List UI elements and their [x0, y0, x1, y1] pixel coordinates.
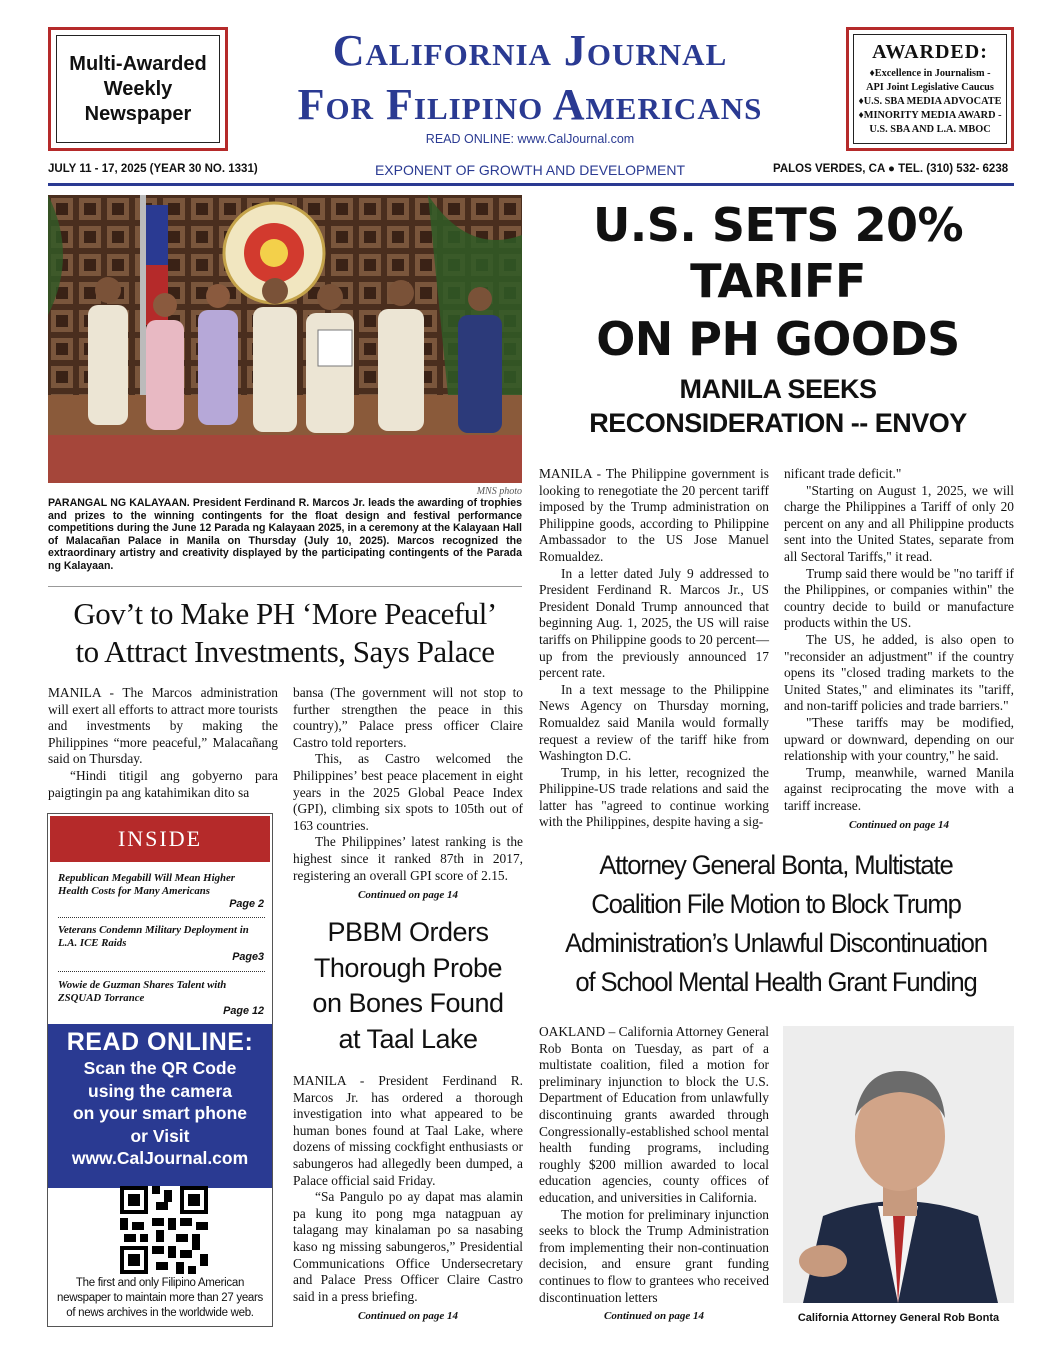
bones-headline-line: on Bones Found	[312, 988, 504, 1018]
paragraph: Trump, in his letter, recognized the Philippine-US trade relations and said the latter has "agreed to continue working with the Philippines, despite having a sig-	[539, 764, 769, 830]
inside-title: INSIDE	[50, 816, 270, 862]
award-line: ♦U.S. SBA MEDIA ADVOCATE	[858, 96, 1002, 107]
paragraph: “Sa Pangulo po ay dapat mas alamin pa kung ito pong mga natagpuan ay talagang may kinalaman po sa nasabing kaso ng missing sabungeros,” Presidential Communications Office Undersecretary and Palace Press Officer Claire Castro said in a press briefing.	[293, 1189, 523, 1304]
paragraph: "Starting on August 1, 2025, we will charge the Philippines a Tariff of only 20 percent on any and all Philippine products sent into the United States, separate from all Sectoral Tariffs," it read.	[784, 482, 1014, 564]
read-online-line: using the camera	[88, 1080, 232, 1101]
continued-link[interactable]: Continued on page 14	[358, 889, 458, 902]
award-line: ♦MINORITY MEDIA AWARD -	[858, 110, 1002, 121]
inside-item-title[interactable]: Wowie de Guzman Shares Talent with ZSQUAD Torrance	[58, 979, 227, 1004]
read-online-box[interactable]	[48, 1024, 272, 1188]
read-online-link[interactable]: READ ONLINE: www.CalJournal.com	[425, 132, 635, 146]
tariff-column-1	[539, 466, 769, 831]
bonta-photo-caption: California Attorney General Rob Bonta	[797, 1312, 1000, 1324]
motto: EXPONENT OF GROWTH AND DEVELOPMENT	[374, 162, 686, 178]
paragraph: This, as Castro welcomed the Philippines’ best peace placement in eight years in the 2025 Global Peace Index (GPI), climbing six spots to 105th out of 163 countries.	[293, 751, 523, 833]
tariff-headline-line: ON PH GOODS	[596, 312, 960, 366]
location-phone: PALOS VERDES, CA ● TEL. (310) 532- 6238	[773, 163, 1009, 175]
left-box-line: Newspaper	[84, 102, 192, 125]
tariff-headline-line: TARIFF	[690, 254, 866, 308]
inside-item-page: Page3	[232, 951, 264, 963]
paragraph: In a text message to the Philippine News Agency on Thursday morning, Romualdez said Manila would formally request a review of the tariff hike from Washington D.C.	[539, 681, 769, 764]
qr-code-icon[interactable]	[120, 1186, 208, 1274]
paragraph: The motion for preliminary injunction seeks to block the Trump Administration from implementing their non-continuation decision, and ensure grant funding continues to flow to grantees who received discontinuation letters	[539, 1206, 769, 1305]
peace-headline-line: to Attract Investments, Says Palace	[75, 634, 495, 669]
bones-column	[293, 1073, 523, 1325]
masthead-rule	[48, 183, 1014, 186]
paragraph: Trump, meanwhile, warned Manila against reciprocating the move with a tariff increase.	[784, 764, 1014, 813]
tariff-headline-line: U.S. SETS 20%	[592, 198, 964, 252]
awards-box	[846, 27, 1014, 151]
peace-column-2	[293, 685, 523, 904]
divider	[58, 917, 265, 918]
read-online-line: or Visit	[130, 1125, 190, 1146]
inside-item-title[interactable]: Republican Megabill Will Mean Higher Health Costs for Many Americans	[58, 872, 235, 897]
multi-awarded-box	[48, 27, 228, 151]
inside-footer-text: The first and only Filipino American newspaper to maintain more than 27 years of news archives in the worldwide web.	[57, 1277, 263, 1319]
read-online-title: READ ONLINE:	[66, 1028, 254, 1056]
bones-headline-line: at Taal Lake	[338, 1024, 478, 1054]
tariff-subhead-line: RECONSIDERATION -- ENVOY	[589, 408, 967, 438]
paragraph: “Hindi titigil ang gobyerno para paigtingin pa ang katahimikan dito sa	[48, 767, 278, 800]
peace-headline-line: Gov’t to Make PH ‘More Peaceful’	[73, 596, 497, 631]
issue-dateline: JULY 11 - 17, 2025 (YEAR 30 NO. 1331)	[48, 163, 258, 175]
masthead-title-line2: For Filipino Americans	[297, 80, 763, 129]
paragraph: The US, he added, is also open to "reconsider an adjustment" if the country opens its "closed trading markets to the United States," and eliminates its "tariff, and non-tariff policies and trade barriers."	[784, 631, 1014, 714]
read-online-url[interactable]: www.CalJournal.com	[71, 1148, 249, 1168]
paragraph: "These tariffs may be modified, upward or downward, depending on our relationship with your country," he said.	[784, 714, 1014, 764]
divider	[58, 971, 265, 972]
bonta-headline-line: Attorney General Bonta, Multistate	[599, 850, 953, 880]
inside-box	[47, 813, 273, 1327]
photo-caption: PARANGAL NG KALAYAAN. President Ferdinand R. Marcos Jr. leads the awarding of trophies and prizes to the winning contingents for the float design and festival performance competitions during the June 12 Parada ng Kalayaan 2025, in a ceremony at the Kalayaan Hall of Malacañan Palace in Manila on Thursday (July 10, 2025). Marcos recognized the extraordinary artistry and creativity displayed by the participating contingents of the Parada ng Kalayaan.	[48, 497, 522, 572]
bonta-column	[539, 1024, 769, 1325]
read-online-line: on your smart phone	[72, 1103, 248, 1123]
continued-link[interactable]: Continued on page 14	[849, 819, 949, 832]
left-box-line: Weekly	[103, 77, 173, 100]
bonta-headline-line: Coalition File Motion to Block Trump	[591, 889, 961, 919]
tariff-subhead-line: MANILA SEEKS	[679, 374, 877, 404]
tariff-column-2	[784, 466, 1014, 834]
inside-item-title[interactable]: Veterans Condemn Military Deployment in L.A. ICE Raids	[58, 924, 249, 949]
rob-bonta-photo	[783, 1026, 1014, 1303]
bonta-headline-line: Administration’s Unlawful Discontinuation	[565, 928, 987, 958]
award-line: ♦Excellence in Journalism -	[869, 68, 991, 79]
paragraph: MANILA - President Ferdinand R. Marcos Jr. has ordered a thorough investigation into what appeared to be human bones found at Taal Lake, where dozens of missing cockfight enthusiasts or sabungeros had allegedly been dumped, a Palace official said Friday.	[293, 1073, 523, 1188]
bones-headline-line: PBBM Orders	[327, 917, 489, 947]
paragraph: bansa (The government will not stop to further strengthen the peace in this country),” Palace press officer Claire Castro told reporters.	[293, 685, 523, 750]
paragraph: In a letter dated July 9 addressed to President Ferdinand R. Marcos Jr., US President Donald Trump announced that beginning Aug. 1, 2025, the US will raise tariffs on Philippine goods to 20 percent—up from the previously announced 17 percent rate.	[539, 565, 769, 681]
masthead-title-line1: California Journal	[332, 26, 728, 75]
photo-credit: MNS photo	[476, 486, 522, 497]
bones-headline-line: Thorough Probe	[313, 953, 503, 983]
left-box-line: Multi-Awarded	[69, 52, 207, 75]
awards-title: AWARDED:	[872, 41, 988, 63]
read-online-line: Scan the QR Code	[83, 1058, 237, 1078]
paragraph: MANILA - The Philippine government is looking to renegotiate the 20 percent tariff imposed by the Trump administration on Philippine goods, according to Philippine Ambassador to the US Jose Manuel Romualdez.	[539, 466, 769, 564]
award-line: API Joint Legislative Caucus	[866, 82, 994, 93]
paragraph: Trump said there would be "no tariff if the Philippines, or companies within" the country decide to build or manufacture products within the US.	[784, 565, 1014, 631]
award-line: U.S. SBA AND L.A. MBOC	[869, 124, 991, 135]
continued-link[interactable]: Continued on page 14	[358, 1310, 458, 1323]
peace-column-1	[48, 685, 278, 801]
bonta-headline-line: of School Mental Health Grant Funding	[575, 967, 977, 997]
inside-item-page: Page 12	[223, 1005, 264, 1017]
paragraph: The Philippines’ latest ranking is the highest since it ranked 87th in 2017, registering an overall GPI score of 2.15.	[293, 834, 523, 883]
awarding-ceremony-photo	[48, 195, 522, 483]
paragraph: nificant trade deficit."	[784, 466, 902, 481]
continued-link[interactable]: Continued on page 14	[604, 1310, 704, 1323]
paragraph: MANILA - The Marcos administration will exert all efforts to attract more tourists and investments by making the Philippines “more peaceful,” Malacañang said on Thursday.	[48, 685, 278, 767]
divider	[48, 586, 522, 587]
paragraph: OAKLAND – California Attorney General Rob Bonta on Tuesday, as part of a multistate coalition, filed a motion for preliminary injunction to block the U.S. Department of Education from unlawfully discontinuing grants awarded through Congressionally-established school mental health funding programs, including roughly $200 million awarded to local education agencies, county offices of education, and universities in California.	[539, 1024, 769, 1205]
inside-item-page: Page 2	[229, 898, 264, 910]
